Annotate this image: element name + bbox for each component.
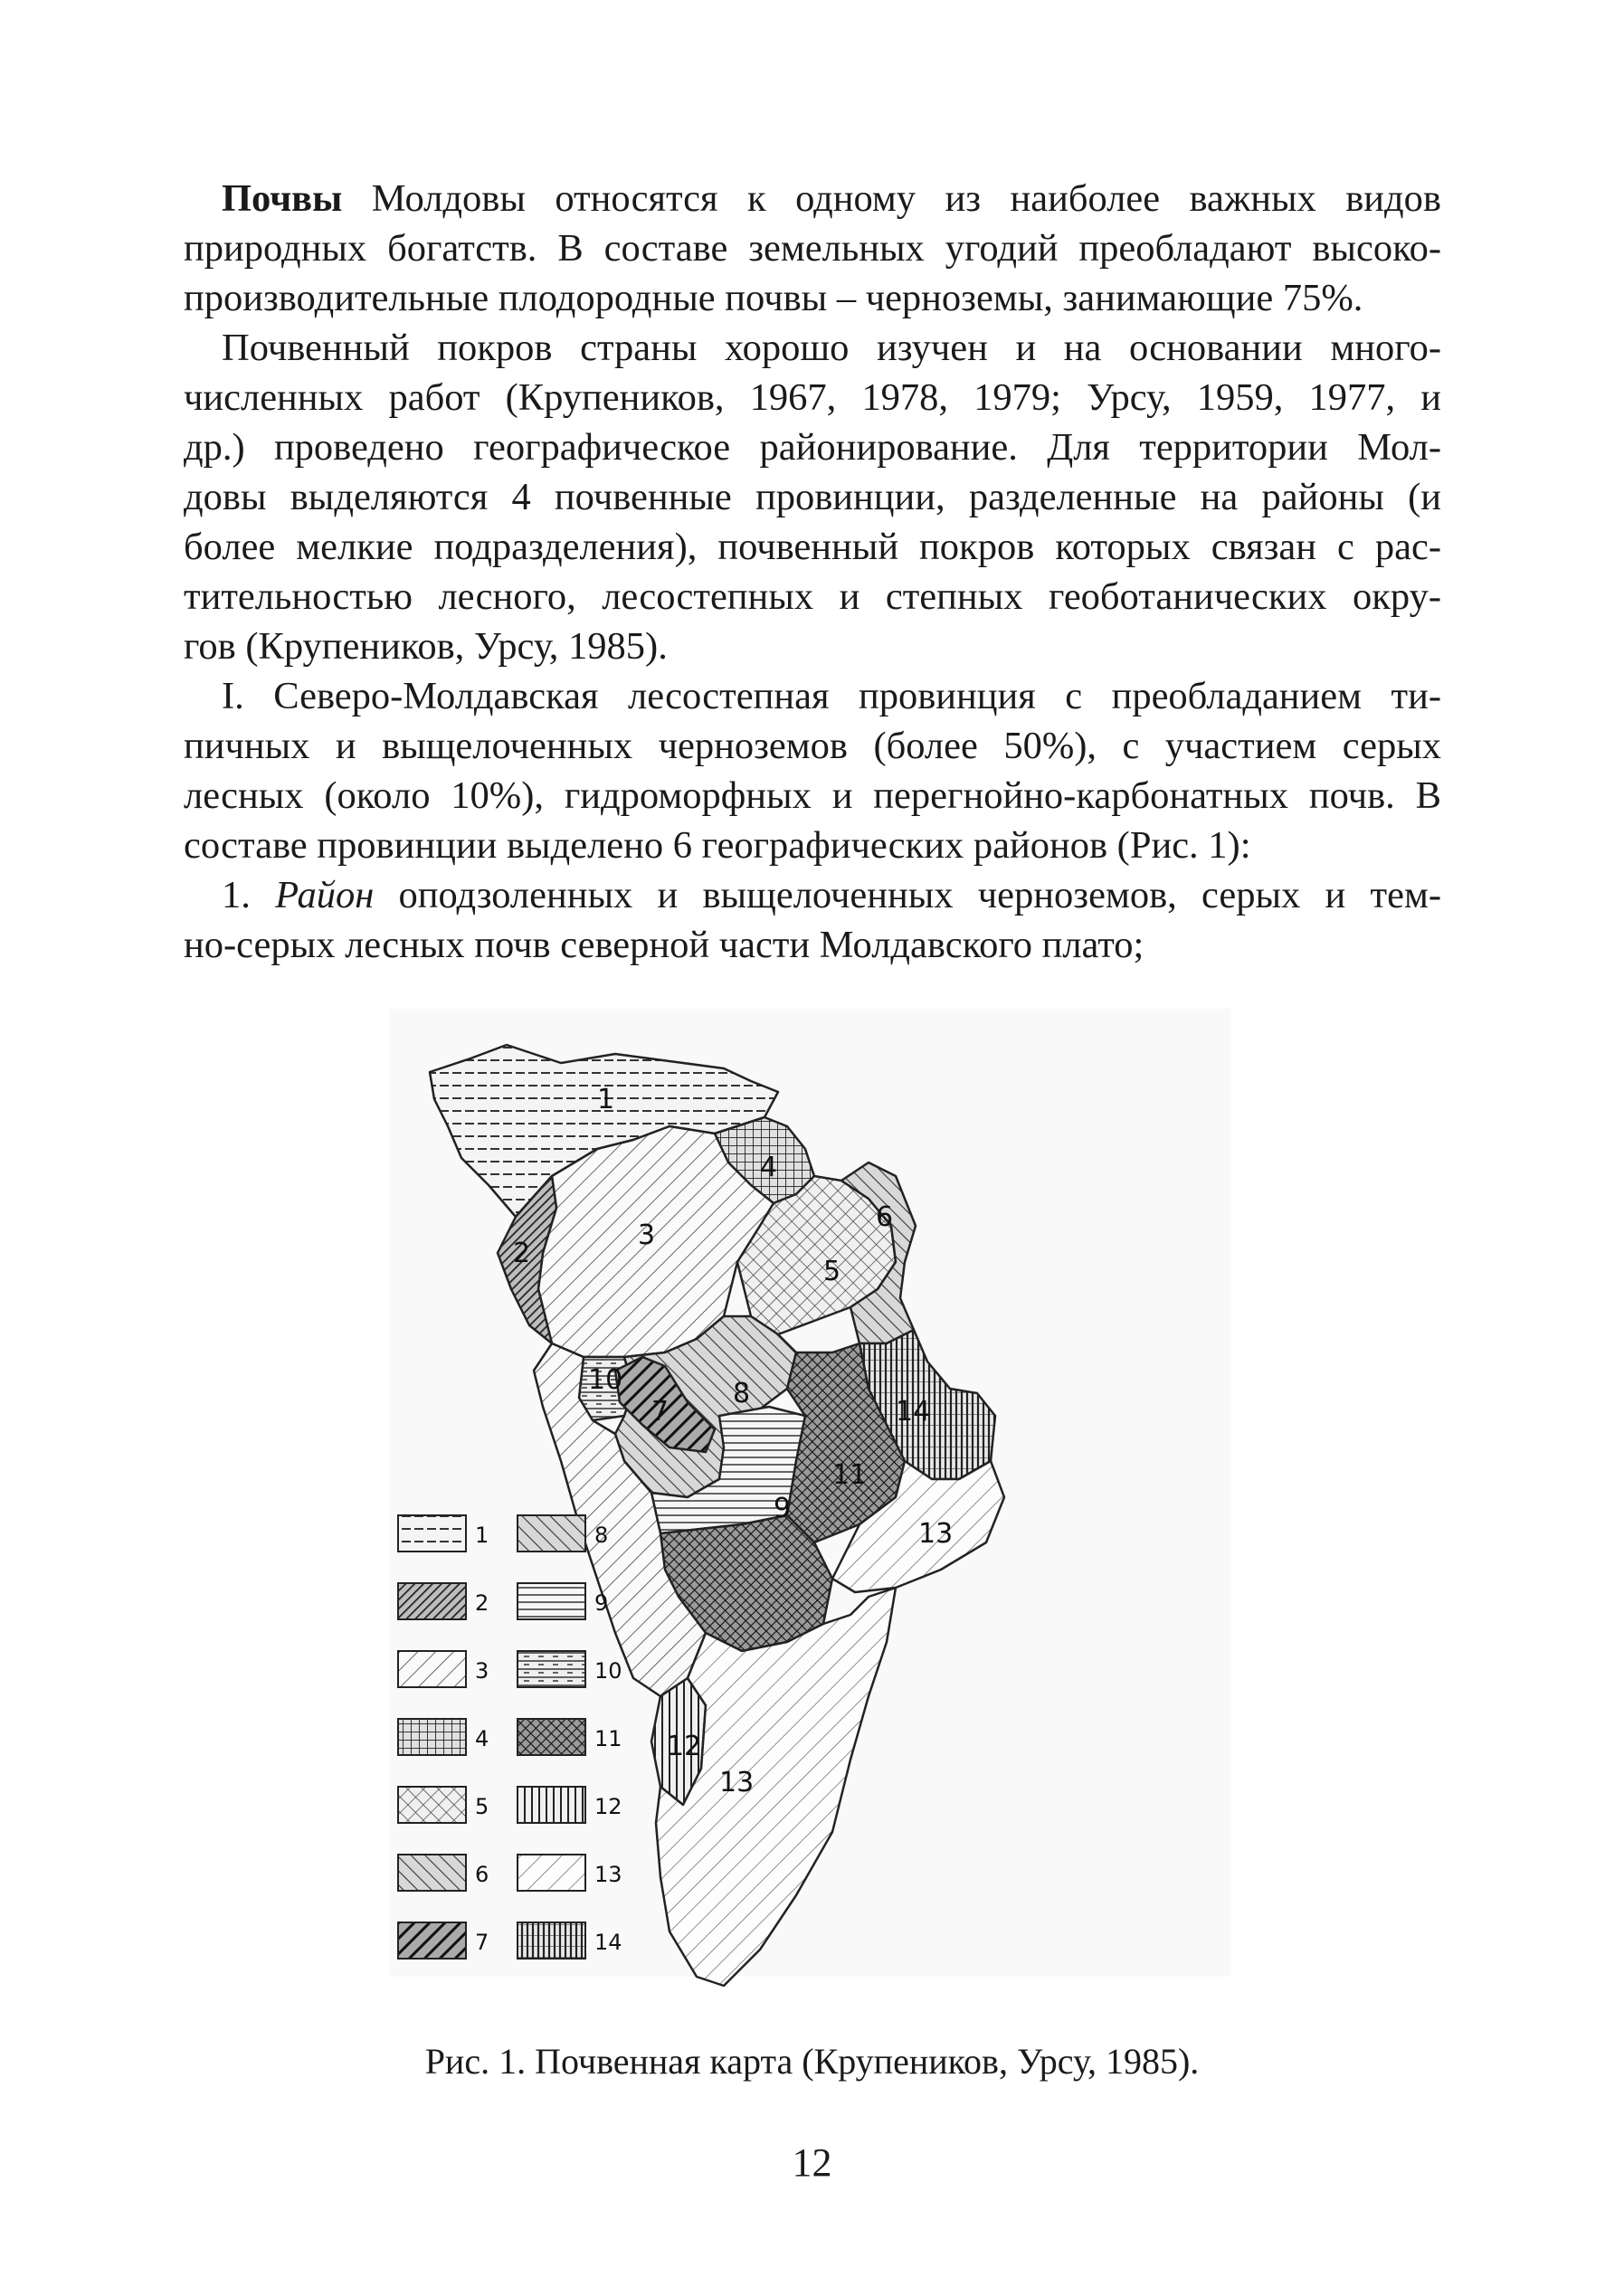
soil-map xyxy=(362,991,1258,2004)
region-label: 14 xyxy=(896,1396,931,1428)
text-line: довы выделяются 4 почвенные провинции, разделенные на районы (и xyxy=(184,476,1441,518)
legend-swatch xyxy=(518,1719,585,1755)
legend-swatch xyxy=(398,1719,466,1755)
text-line: более мелкие подразделения), почвенный покров которых связан с рас- xyxy=(184,526,1441,568)
paragraph-3 xyxy=(184,671,1441,870)
text-line: но-серых лесных почв северной части Молдавского плато; xyxy=(184,924,1144,966)
legend-label: 10 xyxy=(594,1658,622,1684)
soil-map-figure xyxy=(362,991,1258,2004)
legend-swatch xyxy=(518,1855,585,1891)
region-label: 12 xyxy=(667,1731,702,1762)
region-label: 10 xyxy=(588,1364,623,1396)
text-line: I. Северо-Молдавская лесостепная провинция с преобладанием ти- xyxy=(222,675,1441,717)
text-line: гов (Крупеников, Урсу, 1985). xyxy=(184,625,668,668)
text-line: пичных и выщелоченных черноземов (более 50%), с участием серых xyxy=(184,725,1441,767)
legend-label: 1 xyxy=(475,1523,489,1548)
legend-swatch xyxy=(518,1651,585,1687)
list-number: 1. xyxy=(222,874,276,916)
page-number: 12 xyxy=(792,2140,832,2185)
text-line: др.) проведено географическое районирование. Для территории Мол- xyxy=(184,426,1441,469)
legend-label: 9 xyxy=(594,1590,609,1616)
legend-label: 14 xyxy=(594,1930,622,1955)
paragraph-4 xyxy=(184,870,1441,970)
region-label: 4 xyxy=(760,1152,778,1183)
figure-caption: Рис. 1. Почвенная карта (Крупеников, Урсу, 1985). xyxy=(424,2041,1200,2082)
region-label: 6 xyxy=(876,1201,894,1233)
region-label: 11 xyxy=(832,1459,868,1491)
text-line: производительные плодородные почвы – черноземы, занимающие 75%. xyxy=(184,277,1363,319)
region-label: 1 xyxy=(597,1084,615,1115)
text-line: Почвы Молдовы относятся к одному из наиболее важных видов xyxy=(222,177,1441,220)
legend-swatch xyxy=(398,1787,466,1823)
text-line: численных работ (Крупеников, 1967, 1978, 1979; Урсу, 1959, 1977, и xyxy=(184,376,1441,419)
legend-swatch xyxy=(398,1651,466,1687)
legend-swatch xyxy=(518,1515,585,1552)
legend-swatch xyxy=(398,1855,466,1891)
legend-label: 11 xyxy=(594,1726,622,1751)
legend-swatch xyxy=(398,1515,466,1552)
text-line: Почвенный покров страны хорошо изучен и на основании много- xyxy=(222,327,1441,369)
region-label: 8 xyxy=(733,1378,751,1409)
text-line: лесных (около 10%), гидроморфных и перегнойно-карбонатных почв. В xyxy=(184,774,1441,817)
text-line: тительностью лесного, лесостепных и степных геоботанических окру- xyxy=(184,575,1441,618)
legend-swatch xyxy=(398,1583,466,1619)
legend-label: 12 xyxy=(594,1794,622,1819)
paragraph-1 xyxy=(184,174,1441,323)
paragraph-2 xyxy=(184,323,1441,671)
legend-swatch xyxy=(518,1583,585,1619)
italic-term: Район xyxy=(275,874,375,916)
bold-term: Почвы xyxy=(222,177,343,220)
region-label: 5 xyxy=(823,1256,841,1287)
region-label: 13 xyxy=(918,1518,954,1550)
text-line: 1. Район оподзоленных и выщелоченных черноземов, серых и тем- xyxy=(222,874,1441,916)
region-label: 2 xyxy=(513,1238,531,1269)
region-label: 3 xyxy=(638,1219,656,1251)
legend-swatch xyxy=(398,1922,466,1959)
region-label: 7 xyxy=(651,1396,670,1428)
legend-swatch xyxy=(518,1922,585,1959)
legend-label: 13 xyxy=(594,1862,622,1887)
legend-label: 4 xyxy=(475,1726,489,1751)
region-label: 13 xyxy=(719,1767,755,1798)
legend-swatch xyxy=(518,1787,585,1823)
legend-label: 5 xyxy=(475,1794,489,1819)
text-line: природных богатств. В составе земельных угодий преобладают высоко- xyxy=(184,227,1441,270)
body-text xyxy=(184,174,1441,970)
legend-label: 2 xyxy=(475,1590,489,1616)
legend-label: 6 xyxy=(475,1862,489,1887)
legend-label: 3 xyxy=(475,1658,489,1684)
legend-label: 7 xyxy=(475,1930,489,1955)
region-label: 9 xyxy=(774,1493,792,1524)
text-line: составе провинции выделено 6 географических районов (Рис. 1): xyxy=(184,824,1251,867)
legend-label: 8 xyxy=(594,1523,609,1548)
